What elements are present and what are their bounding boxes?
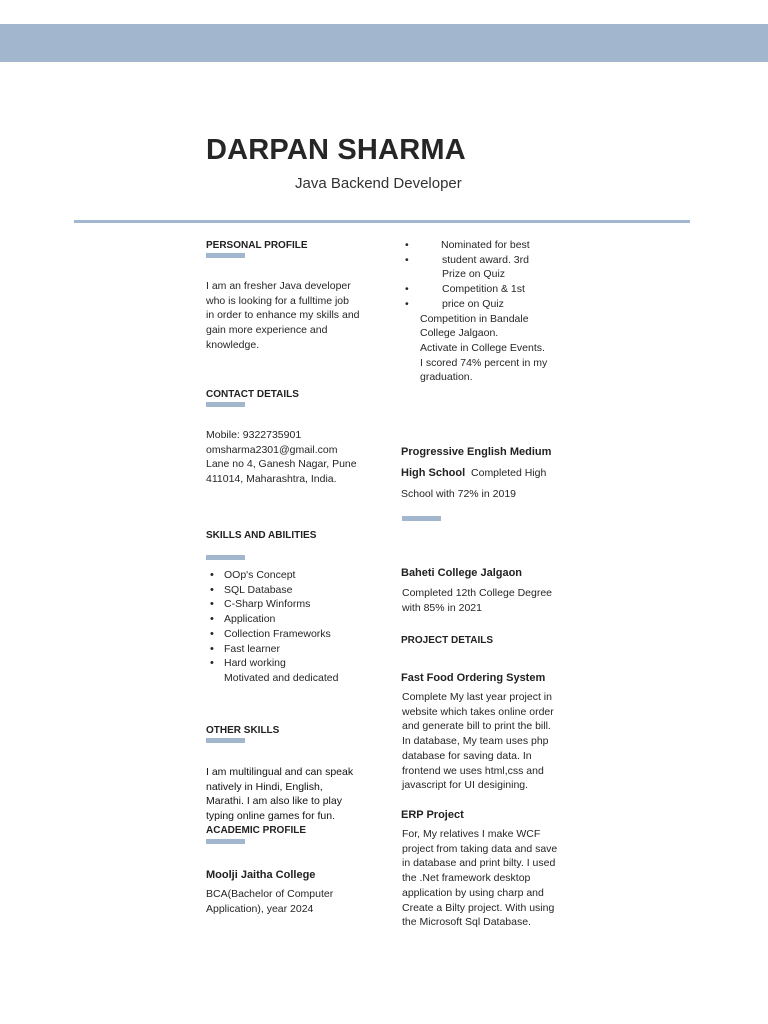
- achievements-list: [405, 238, 565, 385]
- other-skills-text: I am multilingual and can speak natively in Hindi, English, Marathi. I am also like to play typing online games for fun.: [206, 766, 354, 823]
- project-title: ERP Project: [401, 809, 464, 821]
- school-name: Progressive English Medium: [401, 446, 552, 458]
- bullet-icon: •: [405, 283, 409, 296]
- bullet-icon: •: [405, 297, 409, 310]
- academic-profile-heading: ACADEMIC PROFILE: [206, 825, 306, 836]
- top-banner: [0, 24, 768, 62]
- section-accent-bar: [402, 516, 441, 521]
- list-item: Prize on Quiz: [442, 268, 506, 281]
- list-item: • OOp's Concept: [206, 568, 376, 583]
- project-title: Fast Food Ordering System: [401, 672, 546, 684]
- bullet-icon: •: [405, 253, 409, 266]
- section-accent-bar: [206, 555, 245, 560]
- list-item: College Jalgaon.: [420, 327, 499, 340]
- personal-profile-text: I am an fresher Java developer who is looking for a fulltime job in order to enhance my skills and gain more experience and knowledge.: [206, 280, 360, 351]
- list-item: Motivated and dedicated: [224, 671, 339, 684]
- degree-text: BCA(Bachelor of Computer Application), year 2024: [206, 888, 334, 915]
- project-description: For, My relatives I make WCF project from taking data and save in database and print bilty. I used the .Net framework desktop application by using charp and Create a Bilty project. With using the Microsoft Sql Database.: [402, 828, 558, 929]
- project-details-heading: PROJECT DETAILS: [401, 635, 494, 646]
- bullet-icon: •: [405, 239, 409, 251]
- list-item: • Collection Frameworks: [206, 627, 376, 642]
- list-item: • SQL Database: [206, 583, 376, 598]
- mobile-number: Mobile: 9322735901: [206, 429, 302, 441]
- section-accent-bar: [206, 738, 245, 743]
- address-line-1: Lane no 4, Ganesh Nagar, Pune: [206, 458, 357, 471]
- skills-heading: SKILLS AND ABILITIES: [206, 530, 317, 541]
- list-item: Activate in College Events.: [420, 341, 545, 354]
- list-item: • Application: [206, 612, 376, 627]
- list-item: • Competition & 1st: [405, 283, 525, 296]
- list-item: • Hard working: [206, 656, 376, 671]
- section-accent-bar: [206, 253, 245, 258]
- list-item: • Fast learner: [206, 642, 376, 657]
- list-item: • C-Sharp Winforms: [206, 597, 376, 612]
- project-description: Complete My last year project in website which takes online order and generate bill to print the bill. In database, My team uses php database for saving data. In frontend we uses html,css and javascript for UI desigining.: [402, 691, 554, 792]
- candidate-name: DARPAN SHARMA: [206, 134, 466, 166]
- school-detail-line-2: School with 72% in 2019: [401, 488, 516, 500]
- list-item: I scored 74% percent in my: [420, 356, 548, 369]
- college-name-2: Baheti College Jalgaon: [401, 567, 523, 579]
- address-line-2: 411014, Maharashtra, India.: [206, 473, 337, 486]
- contact-details-text: [206, 428, 381, 487]
- header-divider: [74, 220, 690, 223]
- email-address: omsharma2301@gmail.com: [206, 443, 338, 456]
- list-item: graduation.: [420, 371, 473, 384]
- college-name: Moolji Jaitha College: [206, 869, 316, 881]
- college-detail: Completed 12th College Degree with 85% in 2021: [402, 587, 553, 614]
- skills-list: [206, 568, 376, 686]
- job-title: Java Backend Developer: [295, 175, 462, 192]
- section-accent-bar: [206, 402, 245, 407]
- list-item: • student award. 3rd: [405, 253, 529, 266]
- contact-details-heading: CONTACT DETAILS: [206, 389, 299, 400]
- other-skills-heading: OTHER SKILLS: [206, 725, 280, 736]
- list-item: • price on Quiz: [405, 297, 504, 310]
- personal-profile-heading: PERSONAL PROFILE: [206, 240, 308, 251]
- list-item: Competition in Bandale: [420, 312, 529, 325]
- school-detail-line-1: High School Completed High: [401, 467, 547, 479]
- list-item: • Nominated for best: [405, 239, 530, 251]
- section-accent-bar: [206, 839, 245, 844]
